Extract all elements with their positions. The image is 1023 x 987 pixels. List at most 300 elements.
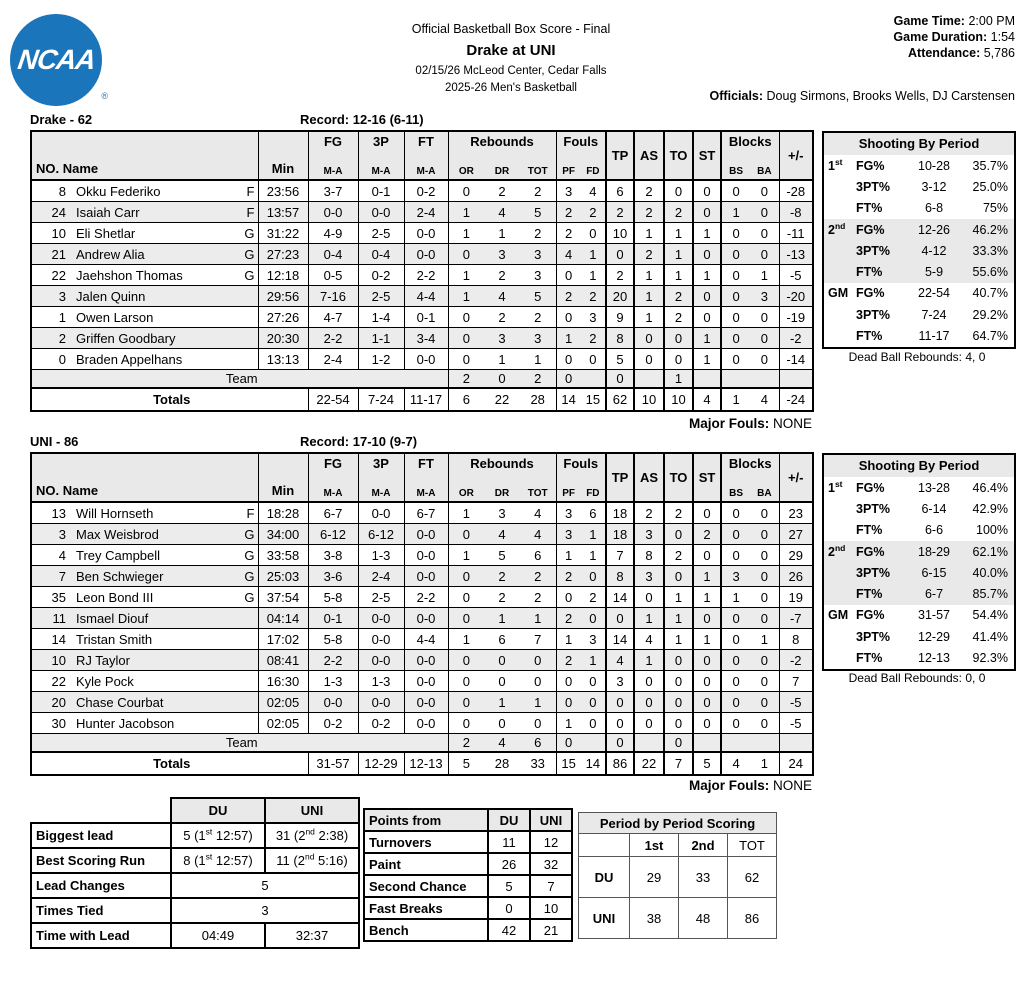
st-cell: 0 xyxy=(693,671,721,692)
shooting-stat-label: FG% xyxy=(856,608,885,623)
stat-value: 0 xyxy=(732,547,740,563)
player-name-flex xyxy=(32,569,258,584)
rebounds-cell xyxy=(448,713,556,734)
fouls-cell xyxy=(556,650,606,671)
rebounds-cell xyxy=(448,223,556,244)
stat-value: 0 xyxy=(760,526,768,542)
col-as: AS xyxy=(634,131,664,180)
plus-minus-cell: 8 xyxy=(779,629,813,650)
stat-value: 0 xyxy=(462,715,470,731)
stat-value: 2 xyxy=(589,589,597,605)
col-blocks: Blocks BS BA xyxy=(721,131,779,180)
tp-cell: 5 xyxy=(606,349,634,370)
to-cell: 1 xyxy=(664,370,693,389)
stat-value: 1 xyxy=(565,330,573,346)
player-row xyxy=(31,629,813,650)
percentage: 33.3% xyxy=(972,243,1008,258)
rebounds-cell xyxy=(448,307,556,328)
player-position: F xyxy=(246,183,255,199)
player-name-flex xyxy=(32,653,258,668)
stat-value: 4 xyxy=(498,526,506,542)
as-cell: 4 xyxy=(634,629,664,650)
3p-cell: 0-0 xyxy=(358,202,404,223)
stat-value: 2 xyxy=(565,204,573,220)
uni-dead-ball-rebounds: Dead Ball Rebounds: 0, 0 xyxy=(848,671,986,685)
stat-value: 1 xyxy=(462,547,470,563)
major-fouls-label: Major Fouls: xyxy=(688,778,770,793)
st-cell: 0 xyxy=(693,202,721,223)
min-cell: 34:00 xyxy=(258,524,308,545)
shooting-row xyxy=(824,283,1014,304)
made-attempted: 12-13 xyxy=(918,651,950,666)
player-row xyxy=(31,286,813,307)
player-position: G xyxy=(244,526,255,542)
fg-cell: 0-0 xyxy=(308,202,358,223)
fg-cell: 0-5 xyxy=(308,265,358,286)
stat-value: 1 xyxy=(462,288,470,304)
stat-value: 1 xyxy=(760,756,768,771)
shooting-row xyxy=(824,477,1014,498)
col-rebounds: Rebounds OR DR TOT xyxy=(448,131,556,180)
ordinal-suffix: st xyxy=(205,826,213,837)
plus-minus-cell: -19 xyxy=(779,307,813,328)
col-fouls: Fouls PF FD xyxy=(556,453,606,502)
ft-cell: 0-1 xyxy=(404,307,448,328)
ft-cell: 2-2 xyxy=(404,587,448,608)
col-to: TO xyxy=(664,131,693,180)
player-name-flex xyxy=(32,590,258,605)
fouls-cell xyxy=(556,286,606,307)
plus-minus-cell: -14 xyxy=(779,349,813,370)
plus-minus-cell: -2 xyxy=(779,328,813,349)
player-cell xyxy=(31,307,258,328)
blocks-cell-group xyxy=(722,268,779,283)
col-to: TO xyxy=(664,453,693,502)
player-cell xyxy=(31,265,258,286)
stat-value: 1 xyxy=(498,694,506,710)
st-cell xyxy=(693,734,721,753)
ordinal-suffix: nd xyxy=(304,851,315,862)
stat-value: 3 xyxy=(498,330,506,346)
period-label: 2nd xyxy=(828,542,846,559)
stat-value: 3 xyxy=(760,288,768,304)
plus-minus-cell: -20 xyxy=(779,286,813,307)
st-cell: 1 xyxy=(693,223,721,244)
stat-value: 0 xyxy=(732,652,740,668)
stat-value: 0 xyxy=(462,673,470,689)
rebounds-cell xyxy=(448,734,556,753)
stats-row-label: Time with Lead xyxy=(31,923,171,948)
percentage: 64.7% xyxy=(972,329,1008,344)
made-attempted: 6-8 xyxy=(924,201,944,216)
blocks-cell-group xyxy=(722,331,779,346)
plus-minus-cell: -8 xyxy=(779,202,813,223)
fouls-cell xyxy=(556,349,606,370)
plus-minus-cell: -24 xyxy=(779,388,813,411)
player-number: 21 xyxy=(51,246,66,262)
uni-shooting-panel xyxy=(822,453,1016,671)
stat-value: 0 xyxy=(732,246,740,262)
stats-row xyxy=(31,848,359,873)
player-name: Griffen Goodbary xyxy=(76,330,176,346)
as-cell: 0 xyxy=(634,587,664,608)
player-cell xyxy=(31,202,258,223)
player-name: Eli Shetlar xyxy=(76,225,136,241)
stat-value: 0 xyxy=(760,589,768,605)
plus-minus-cell: 27 xyxy=(779,524,813,545)
stat-value: 1 xyxy=(534,351,542,367)
stat-value: 0 xyxy=(589,694,597,710)
shooting-stat-label: FG% xyxy=(856,286,885,301)
col-st: ST xyxy=(693,453,721,502)
player-row xyxy=(31,202,813,223)
plus-minus-cell: 7 xyxy=(779,671,813,692)
report-title: Official Basketball Box Score - Final xyxy=(411,22,611,36)
fouls-cell-group xyxy=(557,371,606,386)
player-row xyxy=(31,524,813,545)
fouls-cell xyxy=(556,692,606,713)
rebounds-cell xyxy=(448,265,556,286)
player-number: 1 xyxy=(58,309,66,325)
stat-value: 4 xyxy=(498,288,506,304)
3p-cell: 0-2 xyxy=(358,265,404,286)
min-cell: 13:57 xyxy=(258,202,308,223)
made-attempted: 6-6 xyxy=(924,523,944,538)
major-fouls-value: NONE xyxy=(772,416,812,431)
blocks-cell xyxy=(721,692,779,713)
player-row xyxy=(31,692,813,713)
stats-col-header: UNI xyxy=(265,798,359,823)
stat-value: 4 xyxy=(498,204,506,220)
3p-cell: 0-1 xyxy=(358,180,404,202)
made-attempted: 12-29 xyxy=(918,629,950,644)
points-row xyxy=(364,831,572,853)
fg-cell: 4-7 xyxy=(308,307,358,328)
as-cell: 1 xyxy=(634,608,664,629)
player-name: Andrew Alia xyxy=(76,246,145,262)
player-cell xyxy=(31,502,258,524)
st-cell xyxy=(693,370,721,389)
plus-minus-cell: 24 xyxy=(779,752,813,775)
fg-cell: 0-1 xyxy=(308,608,358,629)
blocks-cell xyxy=(721,328,779,349)
rebounds-cell-group xyxy=(449,310,556,325)
fg-cell: 6-12 xyxy=(308,524,358,545)
drake-team-score: Drake - 62 xyxy=(30,112,93,127)
fouls-cell-group xyxy=(557,205,606,220)
player-row xyxy=(31,328,813,349)
player-cell xyxy=(31,692,258,713)
percentage: 46.4% xyxy=(972,480,1008,495)
shooting-row xyxy=(824,541,1014,562)
stat-value: 4 xyxy=(760,392,768,407)
points-from-body xyxy=(364,809,572,941)
fg-cell: 6-7 xyxy=(308,502,358,524)
as-cell: 1 xyxy=(634,650,664,671)
blocks-cell-group xyxy=(722,247,779,262)
points-uni-value: 32 xyxy=(530,853,572,875)
stat-value: 1 xyxy=(760,631,768,647)
blocks-cell-group xyxy=(722,632,779,647)
st-cell: 0 xyxy=(693,180,721,202)
rebounds-cell xyxy=(448,587,556,608)
player-position: G xyxy=(244,568,255,584)
points-du-value: 11 xyxy=(488,831,530,853)
3p-cell: 7-24 xyxy=(358,388,404,411)
shooting-stat-label: 3PT% xyxy=(856,565,891,580)
player-cell xyxy=(31,545,258,566)
stat-value: 2 xyxy=(534,183,542,199)
fouls-cell-group xyxy=(557,611,606,626)
player-name-flex xyxy=(32,632,258,647)
stat-value: 0 xyxy=(498,652,506,668)
blocks-cell xyxy=(721,286,779,307)
stat-value: 2 xyxy=(534,568,542,584)
tp-cell: 3 xyxy=(606,671,634,692)
ft-cell: 0-0 xyxy=(404,524,448,545)
blocks-cell-group xyxy=(722,527,779,542)
stat-value: 0 xyxy=(760,204,768,220)
rebounds-cell-group xyxy=(449,352,556,367)
percentage: 29.2% xyxy=(972,307,1008,322)
stat-value: 2 xyxy=(498,589,506,605)
st-cell: 1 xyxy=(693,629,721,650)
uni-box-body xyxy=(31,502,813,775)
stat-value: 22 xyxy=(494,392,510,407)
player-cell xyxy=(31,566,258,587)
player-row xyxy=(31,223,813,244)
shooting-stat-label: 3PT% xyxy=(856,307,891,322)
player-cell xyxy=(31,713,258,734)
col-plus-minus: +/- xyxy=(779,453,813,502)
percentage: 85.7% xyxy=(972,587,1008,602)
game-duration-label: Game Duration: xyxy=(893,30,988,44)
rebounds-cell-group xyxy=(449,653,556,668)
col-min: Min xyxy=(258,453,308,502)
as-cell: 1 xyxy=(634,307,664,328)
shooting-stat-label: FG% xyxy=(856,544,885,559)
ft-cell: 4-4 xyxy=(404,286,448,307)
stat-value: 0 xyxy=(534,673,542,689)
blocks-cell xyxy=(721,629,779,650)
player-position: F xyxy=(246,204,255,220)
col-no-name: NO. Name xyxy=(31,453,258,502)
as-cell: 1 xyxy=(634,286,664,307)
blocks-cell xyxy=(721,244,779,265)
3p-cell: 2-5 xyxy=(358,587,404,608)
major-fouls-label: Major Fouls: xyxy=(688,416,770,431)
ft-cell: 4-4 xyxy=(404,629,448,650)
stat-value: 0 xyxy=(760,652,768,668)
blocks-cell-group xyxy=(722,611,779,626)
plus-minus-cell: -11 xyxy=(779,223,813,244)
col-st: ST xyxy=(693,131,721,180)
stat-value: 0 xyxy=(462,652,470,668)
period-score-value: 29 xyxy=(630,857,679,898)
totals-label: Totals xyxy=(31,388,308,411)
col-tp: TP xyxy=(606,453,634,502)
stat-value: 1 xyxy=(589,526,597,542)
blocks-cell xyxy=(721,202,779,223)
fouls-cell-group xyxy=(557,716,606,731)
rebounds-cell xyxy=(448,629,556,650)
points-row-label: Second Chance xyxy=(364,875,488,897)
stat-value: 3 xyxy=(589,309,597,325)
col-3p: 3P M-A xyxy=(358,453,404,502)
stat-value: 0 xyxy=(760,225,768,241)
fouls-cell-group xyxy=(557,184,606,199)
min-cell: 20:30 xyxy=(258,328,308,349)
game-time-label: Game Time: xyxy=(893,14,965,28)
made-attempted: 10-28 xyxy=(918,158,950,173)
rebounds-cell-group xyxy=(449,735,556,750)
fouls-cell xyxy=(556,502,606,524)
tp-cell: 18 xyxy=(606,502,634,524)
st-cell: 1 xyxy=(693,566,721,587)
player-row xyxy=(31,566,813,587)
tp-cell: 18 xyxy=(606,524,634,545)
fg-cell: 5-8 xyxy=(308,587,358,608)
as-cell: 2 xyxy=(634,180,664,202)
stat-value: 1 xyxy=(589,652,597,668)
plus-minus-cell: -13 xyxy=(779,244,813,265)
col-fouls: Fouls PF FD xyxy=(556,131,606,180)
period-score-value: 48 xyxy=(679,898,728,939)
shooting-stat-label: FG% xyxy=(856,480,885,495)
plus-minus-cell: -5 xyxy=(779,265,813,286)
fg-cell: 1-3 xyxy=(308,671,358,692)
rebounds-cell xyxy=(448,566,556,587)
3p-cell: 0-0 xyxy=(358,692,404,713)
ft-cell: 0-0 xyxy=(404,223,448,244)
player-number: 7 xyxy=(58,568,66,584)
stats-uni-value: 11 (2nd 5:16) xyxy=(265,848,359,873)
period-title: Period by Period Scoring xyxy=(579,813,777,834)
stat-value: 0 xyxy=(732,526,740,542)
blocks-cell xyxy=(721,671,779,692)
blocks-cell-group xyxy=(722,674,779,689)
ft-cell: 0-0 xyxy=(404,671,448,692)
registered-trademark-icon: ® xyxy=(101,91,108,101)
stat-value: 1 xyxy=(462,505,470,521)
3p-cell: 0-0 xyxy=(358,650,404,671)
stat-value: 2 xyxy=(498,183,506,199)
stat-value: 5 xyxy=(462,756,470,771)
fouls-cell xyxy=(556,223,606,244)
tp-cell: 86 xyxy=(606,752,634,775)
blocks-cell xyxy=(721,752,779,775)
to-cell: 1 xyxy=(664,629,693,650)
stat-value: 33 xyxy=(530,756,545,771)
game-duration-value: 1:54 xyxy=(990,30,1015,44)
shooting-row xyxy=(824,647,1014,668)
stat-value: 0 xyxy=(732,673,740,689)
tp-cell: 14 xyxy=(606,587,634,608)
player-cell xyxy=(31,244,258,265)
player-name: Jaehshon Thomas xyxy=(76,267,183,283)
points-uni-value: 12 xyxy=(530,831,572,853)
period-title-row xyxy=(579,813,777,834)
period-team-label: DU xyxy=(579,857,630,898)
min-cell: 04:14 xyxy=(258,608,308,629)
player-name: Owen Larson xyxy=(76,309,154,325)
fouls-cell-group xyxy=(557,569,606,584)
drake-dead-ball-rebounds: Dead Ball Rebounds: 4, 0 xyxy=(848,350,986,364)
rebounds-cell-group xyxy=(449,331,556,346)
shooting-row xyxy=(824,304,1014,325)
stat-value: 14 xyxy=(585,756,601,771)
3p-cell: 0-0 xyxy=(358,608,404,629)
as-cell: 0 xyxy=(634,692,664,713)
min-cell: 17:02 xyxy=(258,629,308,650)
stat-value: 0 xyxy=(760,694,768,710)
shooting-stat-label: FT% xyxy=(856,329,883,344)
stat-value: 0 xyxy=(589,351,597,367)
matchup-title: Drake at UNI xyxy=(466,42,556,60)
shooting-row xyxy=(824,583,1014,604)
player-name-flex xyxy=(32,611,258,626)
stat-value: 0 xyxy=(462,183,470,199)
to-cell: 2 xyxy=(664,286,693,307)
blocks-cell xyxy=(721,349,779,370)
col-tp: TP xyxy=(606,131,634,180)
player-row xyxy=(31,587,813,608)
stat-value: 0 xyxy=(732,631,740,647)
stats-header-row xyxy=(31,798,359,823)
tp-cell: 0 xyxy=(606,713,634,734)
ncaa-logo-circle xyxy=(10,14,102,106)
st-cell: 4 xyxy=(693,388,721,411)
made-attempted: 18-29 xyxy=(918,544,950,559)
col-rebounds: Rebounds OR DR TOT xyxy=(448,453,556,502)
to-cell: 2 xyxy=(664,502,693,524)
stat-value: 1 xyxy=(589,267,597,283)
made-attempted: 22-54 xyxy=(918,286,950,301)
points-row-label: Paint xyxy=(364,853,488,875)
blocks-cell-group xyxy=(722,205,779,220)
points-row xyxy=(364,853,572,875)
player-row xyxy=(31,349,813,370)
stats-uni-value: 32:37 xyxy=(265,923,359,948)
fouls-cell xyxy=(556,734,606,753)
st-cell: 1 xyxy=(693,587,721,608)
min-cell: 25:03 xyxy=(258,566,308,587)
tp-cell: 2 xyxy=(606,202,634,223)
as-cell: 2 xyxy=(634,502,664,524)
shooting-stat-label: FT% xyxy=(856,201,883,216)
shooting-stat-label: FG% xyxy=(856,222,885,237)
points-col-header: Points from xyxy=(364,809,488,831)
game-time-line xyxy=(893,13,1015,29)
stat-value: 2 xyxy=(565,288,573,304)
tp-cell: 6 xyxy=(606,180,634,202)
blocks-cell xyxy=(721,734,779,753)
stat-value: 0 xyxy=(760,246,768,262)
drake-box-table xyxy=(30,130,814,412)
player-name: Ismael Diouf xyxy=(76,610,149,626)
made-attempted: 11-17 xyxy=(918,329,950,344)
blocks-cell xyxy=(721,587,779,608)
team-row xyxy=(31,370,813,389)
stat-value: 1 xyxy=(732,589,740,605)
shooting-row xyxy=(824,562,1014,583)
fouls-cell xyxy=(556,202,606,223)
stat-value: 2 xyxy=(565,652,573,668)
3p-cell: 1-3 xyxy=(358,671,404,692)
points-du-value: 26 xyxy=(488,853,530,875)
rebounds-cell xyxy=(448,692,556,713)
player-row xyxy=(31,545,813,566)
